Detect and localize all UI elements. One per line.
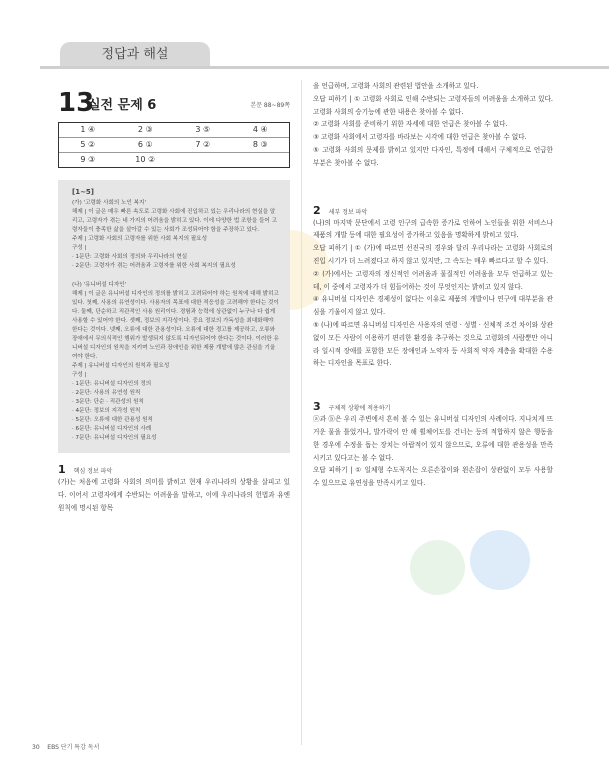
section-number: 1 bbox=[58, 463, 66, 476]
wrong-answer-item: ② 고령화 사회를 준비하기 위한 자세에 대한 언급은 찾아볼 수 없다. bbox=[313, 120, 508, 129]
section-1-continued: 을 언급하며, 고령화 사회의 관련된 법안을 소개하고 있다. 오답 피하기 | ① 고령화 사회로 인해 수반되는 고령자들의 어려움을 소개하고 있다. 고령화 사회의 승기능에 관한 내용은 찾아볼 수 없다. ② 고령화 사회를 준비하기 위한 자세에 대한 언급은 찾아볼 수 없다. ③ 고령화 사회에서 고령자를 바라보는 시각에 대한 언급은 찾아볼 수 없다. ⑤ 고령화 사회의 문제를 밝히고 있지만 다자인, 특정에 대해서 구체적으로 언급한 부분은 찾아볼 수 없다. bbox=[313, 80, 553, 170]
answer-cell: 10 ② bbox=[135, 155, 156, 164]
section-label: 핵심 정보 파악 bbox=[73, 468, 113, 475]
structure-item: · 3문단: 단순 · 직관성의 원칙 bbox=[72, 399, 144, 405]
answer-row bbox=[59, 123, 289, 138]
structure-item: · 6문단: 유니버설 디자인의 사례 bbox=[72, 426, 152, 432]
structure-item: · 5문단: 오류에 대한 관용성 원칙 bbox=[72, 417, 153, 423]
section-3-header bbox=[313, 400, 553, 413]
structure-item: · 2문단: 사용의 유연성 원칙 bbox=[72, 390, 141, 396]
answer-cell bbox=[232, 153, 290, 167]
answer-cell: 4 ④ bbox=[252, 125, 268, 134]
answer-cell: 2 ③ bbox=[137, 125, 153, 134]
problem-title bbox=[58, 88, 290, 118]
wrong-answer-item: ④ 유니버설 디자인은 경제성이 없다는 이유로 제품의 개발이나 연구에 대부분을 관심을 기울이지 않고 있다. bbox=[313, 295, 553, 317]
right-column bbox=[313, 80, 553, 490]
answer-cell: 6 ① bbox=[137, 140, 153, 149]
section-tab: 정답과 해설 bbox=[60, 42, 210, 66]
decor-circle bbox=[470, 530, 530, 590]
section-3-body: ⓐ과 ⓑ은 우리 주변에서 흔히 볼 수 있는 유니버설 디자인의 사례이다. 지나치게 뜨거운 물을 틀었거나, 발가락이 안 해 휠체어도를 건너는 등의 적합하지 않은 행동을 한 경우에 수정을 돕는 장치는 아랍적어 있지 않으므로, 오류에 대한 관용성을 만족시키고 있다고는 볼 수 없다. 오답 피하기 | ① 일체형 수도꼭지는 오른손잡이와 왼손잡이 상관없이 모두 사용할 수 있으므로 유연성을 만족시키고 있다. bbox=[313, 415, 553, 488]
structure-item: · 7문단: 유니버설 디자인의 필요성 bbox=[72, 435, 157, 441]
page-number: 30 bbox=[32, 744, 40, 751]
problem-number: 13 bbox=[58, 88, 95, 118]
column-divider bbox=[301, 80, 302, 745]
wrong-answer-item: ① (가)에 따르면 선진국의 경우와 달리 우리나라는 고령화 사회로의 진입 시기가 더 느려졌다고 하지 않고 있지만, 그 속도는 매우 빠르다고 할 수 있다. bbox=[313, 244, 553, 265]
passage-ga-summary: 해제 | 이 글은 매우 빠른 속도로 고령화 사회에 진입하고 있는 우리나라의 현실을 알리고, 고령자가 겪는 네 가지의 어려움을 밝히고 있다. 이에 다양한 법 조항을 들어 고령자들이 충족한 삶을 살아갈 수 있는 사회가 조성되어야 함을 주장하고 있다. bbox=[72, 209, 277, 233]
page-reference: 본문 88~89쪽 bbox=[250, 102, 290, 109]
wrong-answer-item: ⑤ 고령화 사회의 문제를 밝히고 있지만 다자인, 특정에 대해서 구체적으로 언급한 부분은 찾아볼 수 없다. bbox=[313, 145, 553, 167]
passage-na-theme: 주제 | 유니버설 디자인의 원칙과 필요성 bbox=[72, 363, 170, 369]
passage-ga-structure-label: 구성 | bbox=[72, 245, 87, 251]
wrong-answer-item: ② (가)에서는 고령자의 정신적인 어려움과 물질적인 어려움을 모두 언급하고 있는데, 이 중에서 고령자가 더 힘들어하는 것이 무엇인지는 밝히고 있지 않다. bbox=[313, 269, 553, 291]
wrong-answer-item: ③ 고령화 사회에서 고령자를 바라보는 시각에 대한 언급은 찾아볼 수 없다. bbox=[313, 133, 527, 142]
wrong-answer-label: 오답 피하기 | bbox=[313, 466, 353, 475]
answer-cell: 3 ⑤ bbox=[195, 125, 211, 134]
structure-item: · 4문단: 정보의 지각성 원칙 bbox=[72, 408, 141, 414]
answer-table bbox=[58, 122, 290, 168]
answer-row bbox=[59, 138, 289, 153]
answer-cell: 9 ③ bbox=[80, 155, 96, 164]
section-1-header bbox=[58, 463, 290, 476]
answer-cell bbox=[174, 153, 232, 167]
solution-box bbox=[58, 180, 290, 453]
section-1-body: (가)는 처음에 고령화 사회의 의미를 밝히고 현재 우리나라의 상황을 살피고 있다. 이어서 고령자에게 수반되는 어려움을 말하고, 이에 우리나라의 헌법과 유엔 원칙에 명시된 항목 bbox=[58, 478, 290, 512]
answer-cell: 1 ④ bbox=[80, 125, 96, 134]
answer-cell: 5 ② bbox=[80, 140, 96, 149]
passage-na-structure-label: 구성 | bbox=[72, 372, 87, 378]
passage-ga-title: (가) '고령화 사회의 노인 복지' bbox=[72, 200, 146, 206]
left-column bbox=[58, 88, 290, 514]
wrong-answer-label: 오답 피하기 | bbox=[313, 244, 353, 253]
header-rule bbox=[40, 66, 609, 69]
section-label: 구체적 상황에 적용하기 bbox=[328, 405, 391, 413]
decor-circle bbox=[410, 540, 465, 595]
structure-item: · 1문단: 고령화 사회의 정의와 우리나라의 현실 bbox=[72, 254, 188, 260]
wrong-answer-item: ① 일체형 수도꼭지는 오른손잡이와 왼손잡이 상관없이 모두 사용할 수 있으므로 유연성을 만족시키고 있다. bbox=[313, 466, 553, 488]
section-number: 3 bbox=[313, 400, 321, 414]
section-2-body: (나)의 마지막 문단에서 고령 인구의 급속한 증가로 인하여 노인들을 위한 서비스나 제품의 개발 등에 대한 필요성이 증가하고 있음을 명확하게 밝히고 있다. 오답 피하기 | ① (가)에 따르면 선진국의 경우와 달리 우리나라는 고령화 사회로의 진입 시기가 더 느려졌다고 하지 않고 있지만, 그 속도는 매우 빠르다고 할 수 있다. ② (가)에서는 고령자의 정신적인 어려움과 물질적인 어려움을 모두 언급하고 있는데, 이 중에서 고령자가 더 힘들어하는 것이 무엇인지는 밝히고 있지 않다. ④ 유니버설 디자인은 경제성이 없다는 이유로 제품의 개발이나 연구에 대부분을 관심을 기울이지 않고 있다. ⑤ (나)에 따르면 유니버설 디자인은 사용자의 연령 · 성별 · 신체적 조건 차이와 상관없이 모든 사람이 이용하기 편리한 환경을 추구하는 것으로 고령화의 사람뿐만 아니라 일시적 장애를 포함한 모든 장애인과 노약자 등 사회적 약자 계층을 확대한 수용하는 디자인을 목표로 한다. bbox=[313, 217, 553, 371]
section-label: 세부 정보 파악 bbox=[328, 208, 368, 216]
wrong-answer-item: ⑤ (나)에 따르면 유니버설 디자인은 사용자의 연령 · 성별 · 신체적 조건 차이와 상관없이 모든 사람이 이용하기 편리한 환경을 추구하는 것으로 고령화의 사람뿐만 아니라 일시적 장애를 포함한 모든 장애인과 노약자 등 사회적 약자 계층을 확대한 수용하는 디자인을 목표로 한다. bbox=[313, 320, 553, 368]
passage-na-title: (나) '유니버설 디자인' bbox=[72, 282, 127, 288]
wrong-answer-item: ① 고령화 사회로 인해 수반되는 고령자들의 어려움을 소개하고 있다. 고령화 사회의 승기능에 관한 내용은 찾아볼 수 없다. bbox=[313, 94, 553, 116]
solution-range: [1~5] bbox=[72, 188, 95, 196]
answer-row bbox=[59, 153, 289, 167]
structure-item: · 2문단: 고령자가 겪는 어려움과 고령자를 위한 사회 복지의 필요성 bbox=[72, 263, 236, 269]
passage-na-summary: 해제 | 이 글은 유니버설 디자인의 정의를 밝히고 고려되어야 하는 원칙에 대해 밝히고 있다. 첫째, 사용의 유연성이다. 사용자의 목표에 대한 적응성을 고려해야 한다는 것이다. 둘째, 단순하고 직관적인 사용 원리이다. 경험과 능력에 상관없이 누구나 다 쉽게 사용할 수 있어야 한다. 셋째, 정보의 지각성이다. 중요 정보의 가독성을 최대화해야 한다는 것이다. 넷째, 오류에 대한 관용성이다. 오류에 대한 경고를 제공하고, 오류와 장애에서 무의식적인 행위가 발생되지 않도록 디자인되어야 한다는 것이다. 이러한 유니버설 디자인의 원칙을 지키며 노인과 장애인을 위한 제품 개발에 많은 관심을 기울여야 한다. bbox=[72, 291, 279, 360]
section-2-header bbox=[313, 204, 553, 217]
structure-item: · 1문단: 유니버설 디자인의 정의 bbox=[72, 381, 152, 387]
page-footer bbox=[32, 742, 99, 751]
wrong-answer-label: 오답 피하기 | bbox=[313, 94, 352, 103]
passage-ga-theme: 주제 | 고령화 사회의 고령자를 위한 사회 복지의 필요성 bbox=[72, 236, 207, 242]
problem-title-text: 실전 문제 6 bbox=[88, 98, 157, 113]
answer-cell: 7 ② bbox=[195, 140, 211, 149]
book-title: EBS 단기 특강 독서 bbox=[47, 744, 100, 751]
section-number: 2 bbox=[313, 203, 321, 217]
answer-cell: 8 ③ bbox=[252, 140, 268, 149]
